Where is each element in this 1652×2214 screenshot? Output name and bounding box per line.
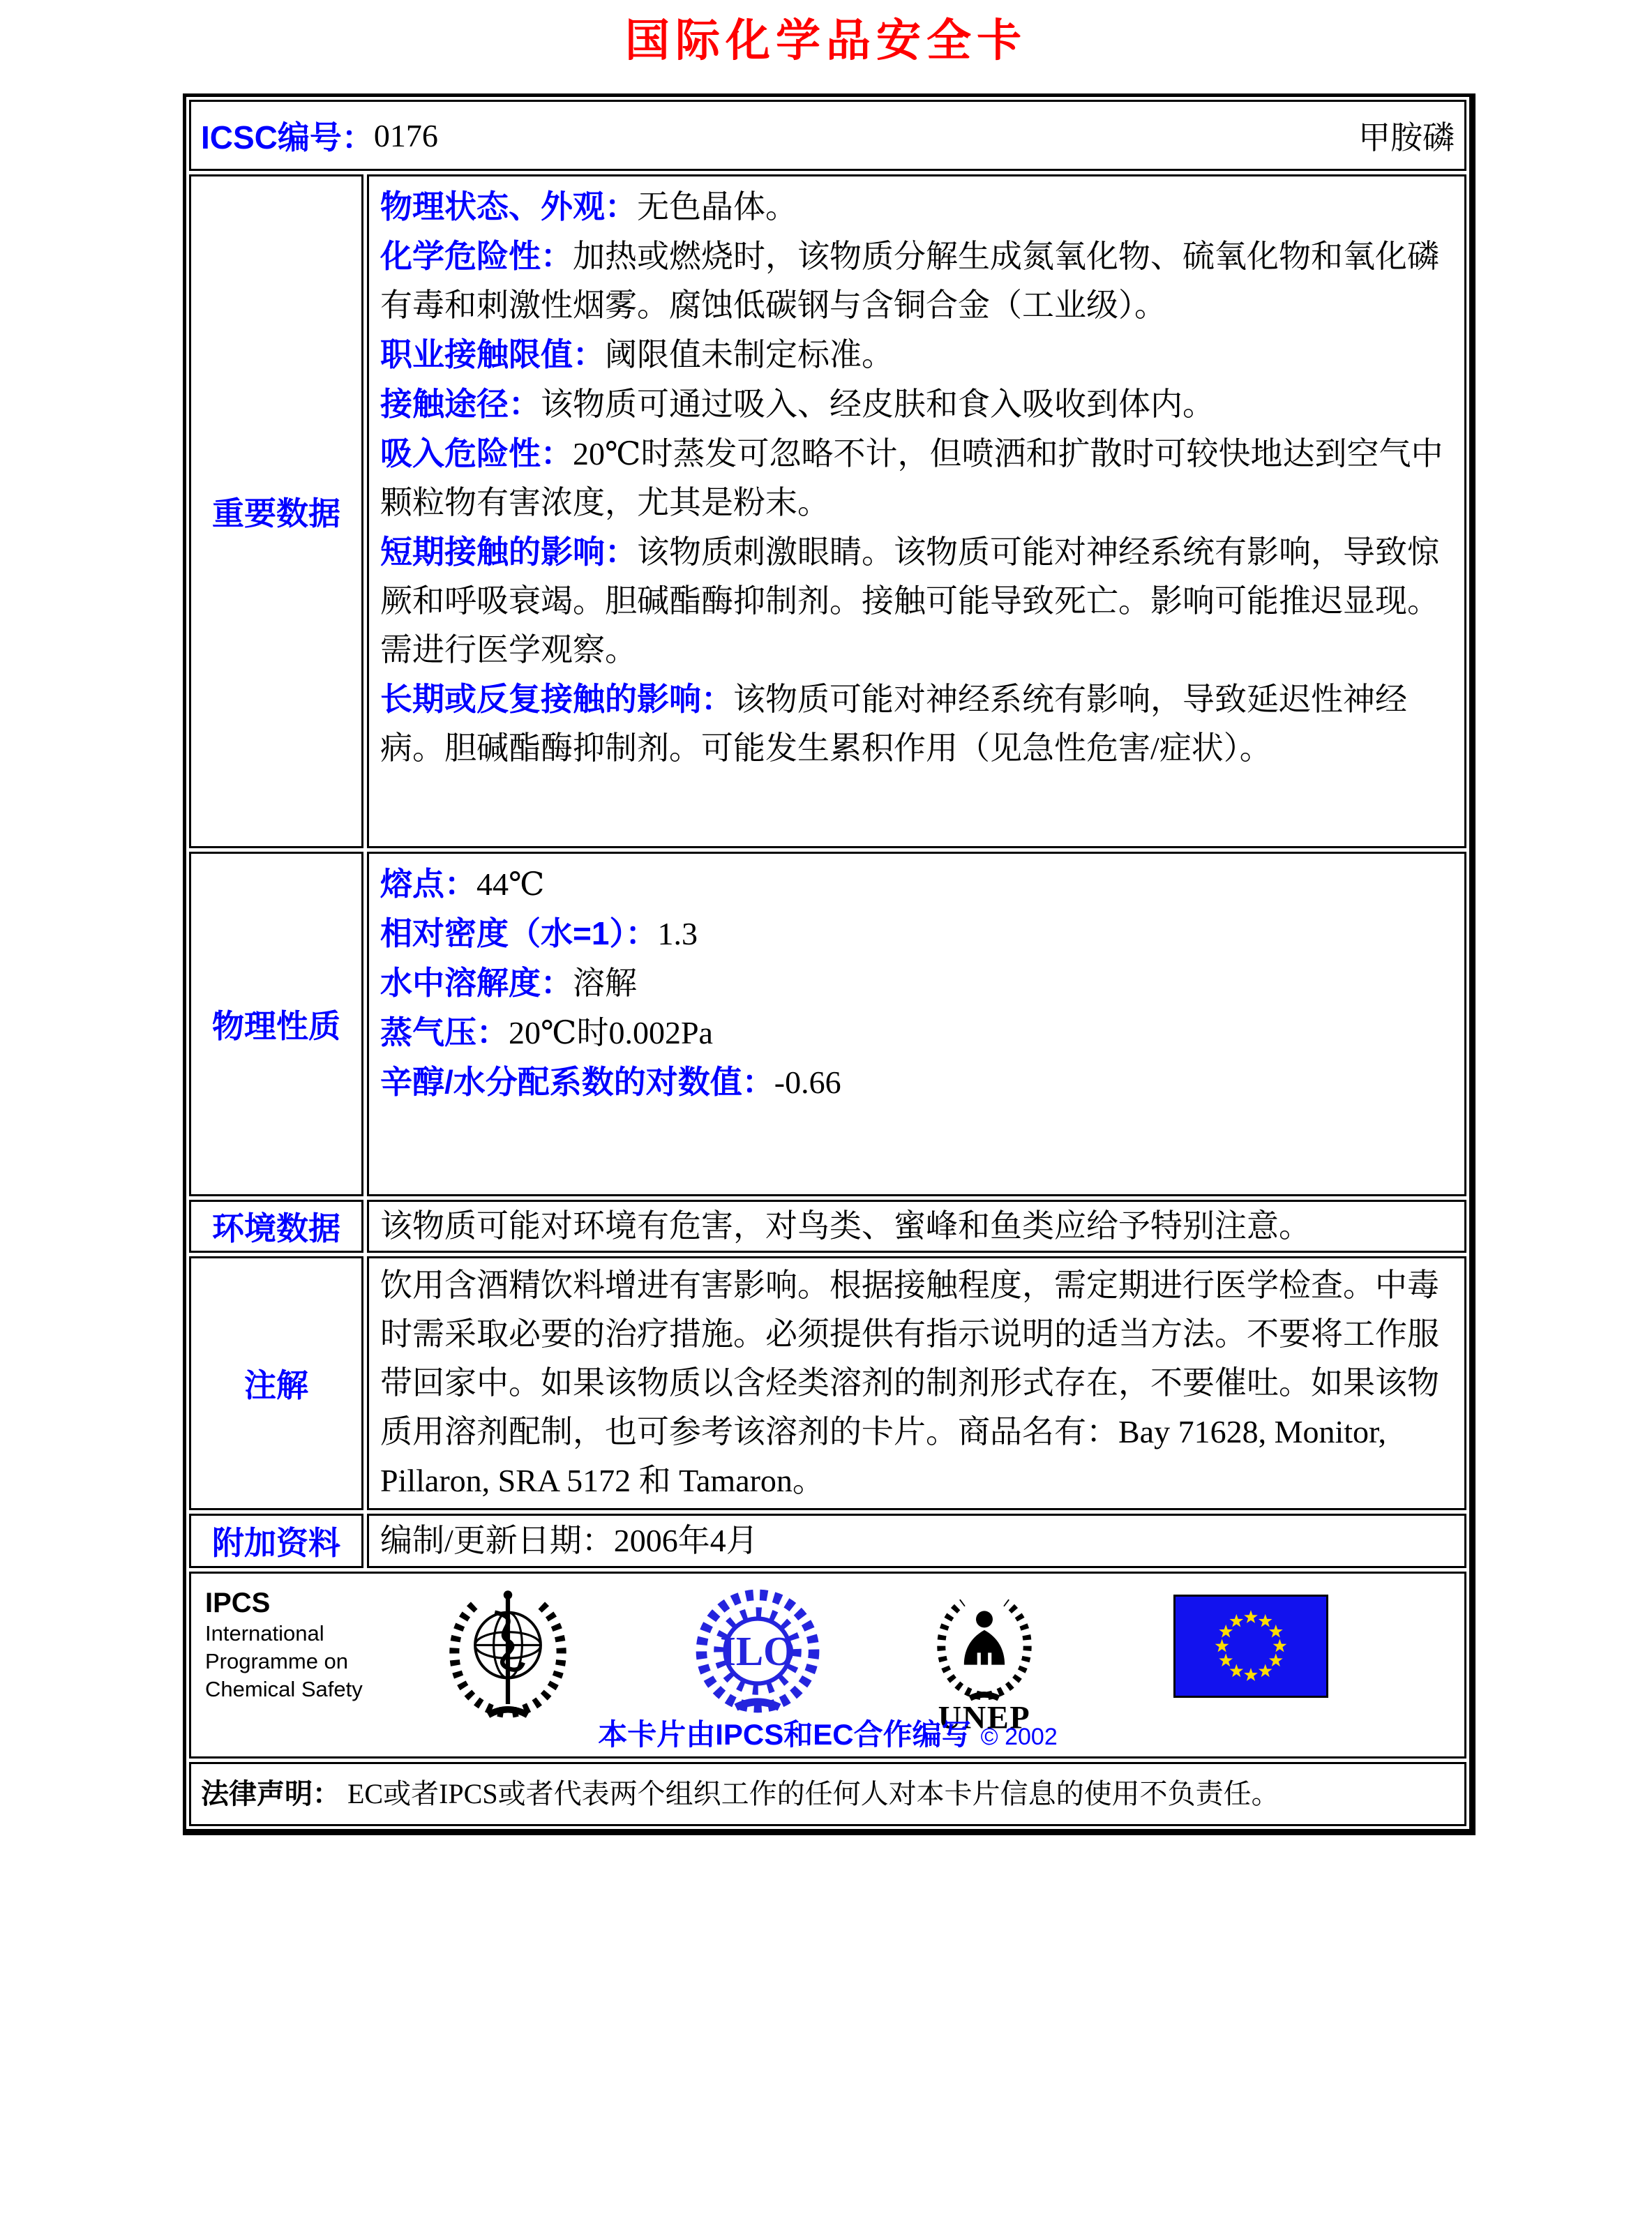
row-label-additional-info: 附加资料: [189, 1514, 363, 1568]
important-data-content: [367, 174, 1466, 848]
field-text: 1.3: [657, 916, 698, 952]
field-label: 辛醇/水分配系数的对数值：: [380, 1064, 774, 1101]
cooperation-caption: [598, 1712, 1058, 1754]
field-text: 加热或燃烧时，该物质分解生成氮氧化物、硫氧化物和氧化磷有毒和刺激性烟雾。腐蚀低碳钢与含铜合金（工业级）。: [380, 239, 1439, 324]
field-text: 20℃时蒸发可忽略不计，但喷洒和扩散时可较快地达到空气中颗粒物有害浓度，尤其是粉末。: [380, 436, 1443, 521]
row-label-environmental-data: 环境数据: [189, 1200, 363, 1253]
who-logo-icon: [442, 1586, 573, 1722]
environmental-data-text: 该物质可能对环境有危害，对鸟类、蜜峰和鱼类应给予特别注意。: [380, 1208, 1311, 1244]
important-data-item: [380, 429, 1453, 527]
field-text: 阈限值未制定标准。: [605, 337, 894, 373]
cooperation-text: 本卡片由IPCS和EC合作编写: [598, 1718, 971, 1752]
ipcs-subtitle-line: Programme on: [205, 1649, 349, 1674]
important-data-item: [380, 675, 1453, 773]
field-label: 接触途径：: [380, 386, 541, 423]
logos-cell: [189, 1572, 1466, 1759]
field-label: 吸入危险性：: [380, 435, 573, 472]
field-label: 蒸气压：: [380, 1014, 509, 1051]
field-text: -0.66: [774, 1064, 841, 1101]
physical-property-item: [380, 1008, 1453, 1057]
ilo-logo-icon: [692, 1586, 823, 1716]
row-label-notes: 注解: [189, 1256, 363, 1510]
field-label: 长期或反复接触的影响：: [380, 681, 733, 718]
header-cell: [189, 100, 1466, 171]
physical-property-item: [380, 1057, 1453, 1107]
field-label: 相对密度（水=1）：: [380, 915, 658, 952]
field-label: 职业接触限值：: [380, 336, 605, 373]
unep-label: UNEP: [938, 1700, 1031, 1735]
legal-label: 法律声明：: [201, 1779, 340, 1810]
physical-properties-content: [367, 852, 1466, 1196]
field-label: 熔点：: [380, 866, 476, 903]
field-text: 20℃时0.002Pa: [509, 1015, 713, 1051]
chemical-name: 甲胺磷: [1358, 120, 1455, 156]
field-label: 水中溶解度：: [380, 965, 573, 1002]
update-date-label: 编制/更新日期：: [380, 1523, 614, 1559]
field-text: 该物质刺激眼睛。该物质可能对神经系统有影响，导致惊厥和呼吸衰竭。胆碱酯酶抑制剂。接触可能导致死亡。影响可能推迟显现。需进行医学观察。: [380, 534, 1439, 668]
notes-content: [367, 1256, 1466, 1510]
eu-flag-icon: [1173, 1595, 1328, 1698]
field-text: 该物质可能对神经系统有影响，导致延迟性神经病。胆碱酯酶抑制剂。可能发生累积作用（见急性危害/症状）。: [380, 681, 1407, 767]
environmental-data-row: [189, 1200, 1466, 1253]
important-data-item: [380, 379, 1453, 429]
physical-properties-row: [189, 852, 1466, 1196]
field-text: 44℃: [476, 866, 545, 903]
ilo-letters: ILO: [719, 1629, 796, 1675]
additional-info-row: [189, 1514, 1466, 1568]
update-date-value: 2006年4月: [613, 1523, 758, 1559]
legal-cell: [189, 1762, 1466, 1826]
notes-text: 饮用含酒精饮料增进有害影响。根据接触程度，需定期进行医学检查。中毒时需采取必要的治疗措施。必须提供有指示说明的适当方法。不要将工作服带回家中。如果该物质以含烃类溶剂的制剂形式存在，不要催吐。如果该物质用溶剂配制，也可参考该溶剂的卡片。商品名有：Bay 71628, Monitor, Pillaron, SRA 5172 和 Tamaron。: [380, 1267, 1439, 1499]
important-data-item: [380, 232, 1453, 330]
ipcs-title: IPCS: [205, 1588, 271, 1619]
important-data-item: [380, 527, 1453, 675]
physical-property-item: [380, 909, 1453, 958]
icsc-number-value: 0176: [373, 117, 438, 153]
important-data-row: [189, 174, 1466, 848]
physical-property-item: [380, 859, 1453, 909]
row-label-important-data: 重要数据: [189, 174, 363, 848]
notes-row: [189, 1256, 1466, 1510]
field-label: 化学危险性：: [380, 238, 573, 275]
row-label-physical-properties: 物理性质: [189, 852, 363, 1196]
field-label: 短期接触的影响：: [380, 534, 637, 571]
additional-info-content: [367, 1514, 1466, 1568]
field-text: 无色晶体。: [637, 189, 797, 225]
icsc-number-label: ICSC编号：: [201, 119, 374, 156]
physical-property-item: [380, 958, 1453, 1008]
field-text: 该物质可通过吸入、经皮肤和食入吸收到体内。: [541, 386, 1215, 423]
ipcs-subtitle-line: Chemical Safety: [205, 1677, 363, 1702]
legal-text: EC或者IPCS或者代表两个组织工作的任何人对本卡片信息的使用不负责任。: [347, 1778, 1279, 1810]
important-data-item: [380, 330, 1453, 379]
field-text: 溶解: [573, 965, 637, 1002]
field-label: 物理状态、外观：: [380, 188, 637, 225]
copyright-text: © 2002: [980, 1724, 1058, 1751]
important-data-item: [380, 182, 1453, 232]
environmental-data-content: [367, 1200, 1466, 1253]
header-row: [189, 100, 1466, 171]
icsc-card-table: [183, 93, 1475, 1835]
legal-row: [189, 1762, 1466, 1826]
page-title: 国际化学品安全卡: [625, 15, 1027, 67]
ipcs-subtitle-line: International: [205, 1621, 324, 1646]
ipcs-text-block: [205, 1586, 383, 1703]
logos-row: [189, 1572, 1466, 1759]
